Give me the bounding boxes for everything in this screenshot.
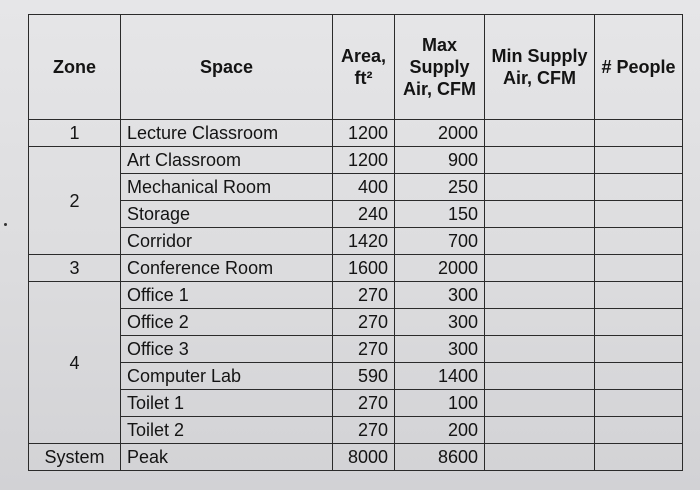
space-cell: Office 1	[121, 282, 333, 309]
space-cell: Toilet 1	[121, 390, 333, 417]
stray-mark	[4, 223, 7, 226]
space-cell: Corridor	[121, 228, 333, 255]
max-supply-cell: 300	[395, 282, 485, 309]
people-cell	[595, 336, 683, 363]
people-cell	[595, 255, 683, 282]
table-row	[29, 120, 683, 147]
people-cell	[595, 417, 683, 444]
max-supply-cell: 2000	[395, 120, 485, 147]
max-supply-cell: 700	[395, 228, 485, 255]
area-cell: 240	[333, 201, 395, 228]
people-cell	[595, 444, 683, 471]
area-cell: 270	[333, 390, 395, 417]
people-cell	[595, 201, 683, 228]
zone-cell: 2	[29, 147, 121, 255]
max-supply-cell: 300	[395, 336, 485, 363]
table-row	[29, 201, 683, 228]
max-supply-cell: 100	[395, 390, 485, 417]
space-cell: Mechanical Room	[121, 174, 333, 201]
header-area: Area, ft²	[333, 15, 395, 120]
people-cell	[595, 147, 683, 174]
table-row	[29, 309, 683, 336]
table-row	[29, 174, 683, 201]
table-row	[29, 336, 683, 363]
header-people: # People	[595, 15, 683, 120]
space-cell: Storage	[121, 201, 333, 228]
area-cell: 8000	[333, 444, 395, 471]
area-cell: 1600	[333, 255, 395, 282]
area-cell: 590	[333, 363, 395, 390]
area-cell: 1200	[333, 120, 395, 147]
max-supply-cell: 150	[395, 201, 485, 228]
area-cell: 270	[333, 336, 395, 363]
area-cell: 400	[333, 174, 395, 201]
header-row	[29, 15, 683, 120]
min-supply-cell	[485, 363, 595, 390]
max-supply-cell: 1400	[395, 363, 485, 390]
min-supply-cell	[485, 147, 595, 174]
zone-cell: 1	[29, 120, 121, 147]
people-cell	[595, 120, 683, 147]
table-row	[29, 147, 683, 174]
header-zone: Zone	[29, 15, 121, 120]
min-supply-cell	[485, 390, 595, 417]
max-supply-cell: 8600	[395, 444, 485, 471]
min-supply-cell	[485, 336, 595, 363]
table-row	[29, 417, 683, 444]
people-cell	[595, 363, 683, 390]
table-row	[29, 282, 683, 309]
max-supply-cell: 900	[395, 147, 485, 174]
people-cell	[595, 228, 683, 255]
people-cell	[595, 309, 683, 336]
space-cell: Lecture Classroom	[121, 120, 333, 147]
space-cell: Office 3	[121, 336, 333, 363]
min-supply-cell	[485, 309, 595, 336]
min-supply-cell	[485, 228, 595, 255]
table-row	[29, 390, 683, 417]
max-supply-cell: 250	[395, 174, 485, 201]
min-supply-cell	[485, 282, 595, 309]
space-cell: Art Classroom	[121, 147, 333, 174]
header-min-supply: Min Supply Air, CFM	[485, 15, 595, 120]
header-space: Space	[121, 15, 333, 120]
area-cell: 270	[333, 417, 395, 444]
people-cell	[595, 390, 683, 417]
min-supply-cell	[485, 120, 595, 147]
space-cell: Toilet 2	[121, 417, 333, 444]
area-cell: 270	[333, 282, 395, 309]
table-row	[29, 255, 683, 282]
table-row	[29, 363, 683, 390]
area-cell: 1200	[333, 147, 395, 174]
people-cell	[595, 174, 683, 201]
table-row	[29, 444, 683, 471]
table-row	[29, 228, 683, 255]
zone-cell: System	[29, 444, 121, 471]
people-cell	[595, 282, 683, 309]
min-supply-cell	[485, 417, 595, 444]
min-supply-cell	[485, 255, 595, 282]
max-supply-cell: 200	[395, 417, 485, 444]
max-supply-cell: 300	[395, 309, 485, 336]
header-max-supply: Max Supply Air, CFM	[395, 15, 485, 120]
space-cell: Conference Room	[121, 255, 333, 282]
zone-cell: 4	[29, 282, 121, 444]
max-supply-cell: 2000	[395, 255, 485, 282]
area-cell: 270	[333, 309, 395, 336]
min-supply-cell	[485, 174, 595, 201]
space-cell: Peak	[121, 444, 333, 471]
hvac-zone-table	[28, 14, 683, 471]
zone-cell: 3	[29, 255, 121, 282]
min-supply-cell	[485, 444, 595, 471]
min-supply-cell	[485, 201, 595, 228]
space-cell: Computer Lab	[121, 363, 333, 390]
space-cell: Office 2	[121, 309, 333, 336]
area-cell: 1420	[333, 228, 395, 255]
